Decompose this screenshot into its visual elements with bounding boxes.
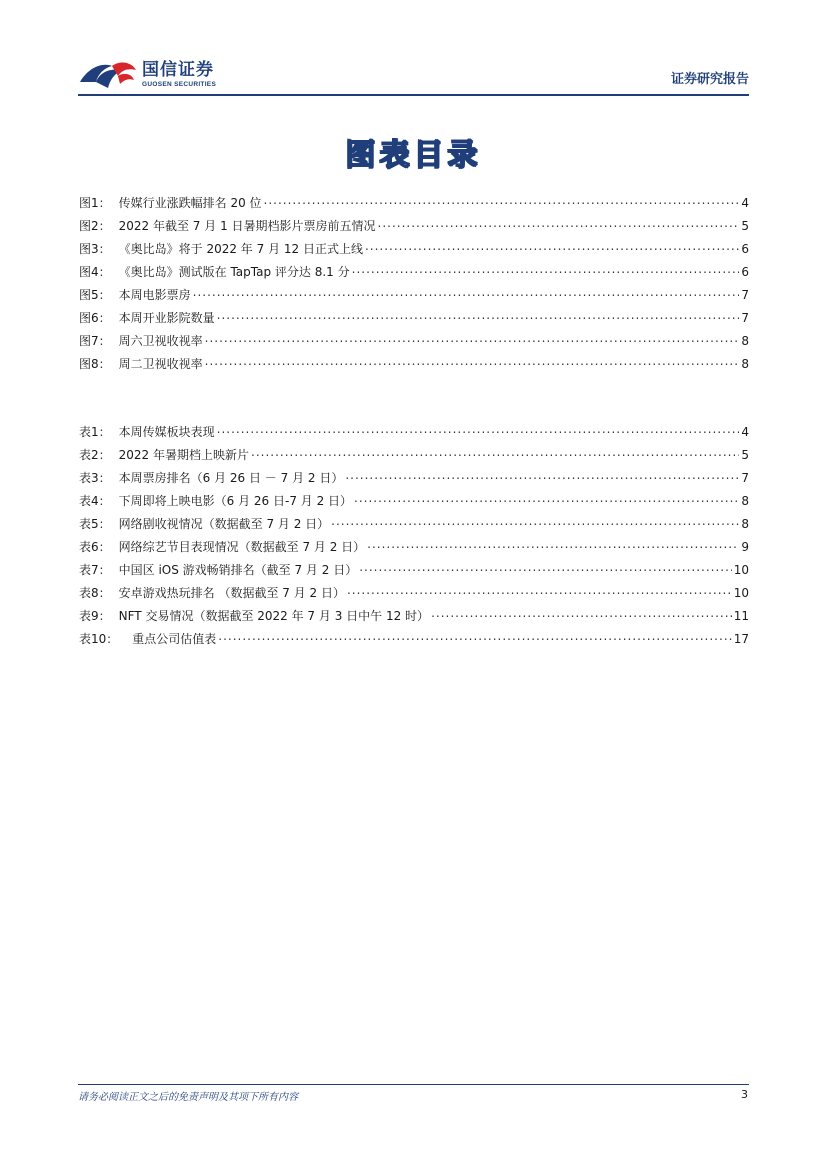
- toc-entry-title: 本周传媒板块表现: [118, 425, 215, 439]
- toc-entry-label: 表7：: [79, 563, 111, 577]
- dot-leader: [352, 258, 739, 281]
- toc-entry-label: 图6：: [79, 311, 111, 325]
- toc-entry-label: 表3：: [79, 471, 111, 485]
- disclaimer-note: 请务必阅读正文之后的免责声明及其项下所有内容: [78, 1092, 298, 1103]
- toc-entry-title: 安卓游戏热玩排名 （数据截至 7 月 2 日）: [118, 586, 345, 600]
- page-number: 3: [741, 1088, 748, 1101]
- toc-entry-label: 图8：: [79, 357, 111, 371]
- toc-entry-page: 11: [733, 609, 749, 623]
- toc-entry-label: 表6：: [79, 540, 111, 554]
- company-logo: [78, 56, 216, 94]
- toc-entry-title: 本周开业影院数量: [118, 311, 215, 325]
- footer-divider: [78, 1084, 749, 1085]
- dot-leader: [193, 281, 739, 304]
- dot-leader: [378, 212, 739, 235]
- toc-entry-title: 2022 年暑期档上映新片: [118, 448, 249, 462]
- toc-entry-label: 表1：: [79, 425, 111, 439]
- dot-leader: [217, 304, 739, 327]
- dot-leader: [367, 533, 739, 556]
- dot-leader: [354, 487, 739, 510]
- dot-leader: [365, 235, 739, 258]
- toc-entry-title: 传媒行业涨跌幅排名 20 位: [118, 196, 262, 210]
- toc-entry-title: 网络剧收视情况（数据截至 7 月 2 日）: [118, 517, 330, 531]
- dot-leader: [359, 556, 732, 579]
- toc-entry-label: 表9：: [79, 609, 111, 623]
- toc-entry-page: 5: [741, 448, 749, 462]
- dot-leader: [218, 625, 731, 648]
- toc-entry-page: 8: [741, 494, 749, 508]
- dot-leader: [347, 579, 732, 602]
- page-header: [78, 56, 749, 94]
- logo-chinese-name: 国信证券: [142, 59, 214, 80]
- page-title: 图表目录: [345, 138, 482, 173]
- toc-entry-label: 表10：: [79, 632, 119, 646]
- toc-entry-label: 图3：: [79, 242, 111, 256]
- figure-list: [79, 192, 749, 376]
- toc-entry-label: 图7：: [79, 334, 111, 348]
- toc-entry-figure-8[interactable]: [79, 353, 749, 376]
- toc-entry-title: 网络综艺节目表现情况（数据截至 7 月 2 日）: [118, 540, 366, 554]
- toc-entry-title: NFT 交易情况（数据截至 2022 年 7 月 3 日中午 12 时）: [118, 609, 430, 623]
- table-list: [79, 421, 749, 651]
- toc-entry-title: 本周电影票房: [118, 288, 191, 302]
- toc-entry-page: 6: [741, 242, 749, 256]
- toc-entry-title: 2022 年截至 7 月 1 日暑期档影片票房前五情况: [118, 219, 376, 233]
- toc-entry-table-10[interactable]: [79, 628, 749, 651]
- dot-leader: [217, 418, 739, 441]
- toc-entry-page: 10: [733, 586, 749, 600]
- toc-entry-title: 《奥比岛》测试版在 TapTap 评分达 8.1 分: [118, 265, 350, 279]
- toc-entry-page: 8: [741, 517, 749, 531]
- dot-leader: [251, 441, 739, 464]
- dot-leader: [264, 189, 739, 212]
- dot-leader: [331, 510, 739, 533]
- dot-leader: [205, 350, 739, 373]
- toc-entry-label: 图4：: [79, 265, 111, 279]
- report-type-label: 证券研究报告: [670, 72, 749, 87]
- toc-entry-page: 4: [741, 425, 749, 439]
- toc-entry-title: 本周票房排名（6 月 26 日 － 7 月 2 日）: [118, 471, 344, 485]
- toc-entry-page: 8: [741, 357, 749, 371]
- guosen-logo-icon: [78, 58, 138, 92]
- dot-leader: [345, 464, 739, 487]
- toc-entry-label: 表4：: [79, 494, 111, 508]
- toc-entry-title: 中国区 iOS 游戏畅销排名（截至 7 月 2 日）: [118, 563, 358, 577]
- toc-entry-label: 表5：: [79, 517, 111, 531]
- toc-entry-page: 7: [741, 311, 749, 325]
- logo-english-name: GUOSEN SECURITIES: [142, 80, 217, 88]
- header-divider: [78, 94, 749, 96]
- toc-entry-page: 9: [741, 540, 749, 554]
- toc-entry-page: 4: [741, 196, 749, 210]
- toc-entry-page: 5: [741, 219, 749, 233]
- toc-entry-label: 图1：: [79, 196, 111, 210]
- toc-entry-label: 图5：: [79, 288, 111, 302]
- toc-entry-label: 图2：: [79, 219, 111, 233]
- toc-entry-page: 17: [733, 632, 749, 646]
- toc-entry-page: 7: [741, 471, 749, 485]
- toc-entry-page: 6: [741, 265, 749, 279]
- dot-leader: [431, 602, 732, 625]
- toc-entry-title: 重点公司估值表: [132, 632, 217, 646]
- toc-entry-label: 表2：: [79, 448, 111, 462]
- toc-entry-page: 7: [741, 288, 749, 302]
- toc-entry-title: 周二卫视收视率: [118, 357, 203, 371]
- toc-entry-page: 10: [733, 563, 749, 577]
- toc-entry-title: 下周即将上映电影（6 月 26 日-7 月 2 日）: [118, 494, 353, 508]
- toc-entry-label: 表8：: [79, 586, 111, 600]
- toc-entry-title: 《奥比岛》将于 2022 年 7 月 12 日正式上线: [118, 242, 363, 256]
- toc-entry-page: 8: [741, 334, 749, 348]
- toc-entry-title: 周六卫视收视率: [118, 334, 203, 348]
- dot-leader: [205, 327, 739, 350]
